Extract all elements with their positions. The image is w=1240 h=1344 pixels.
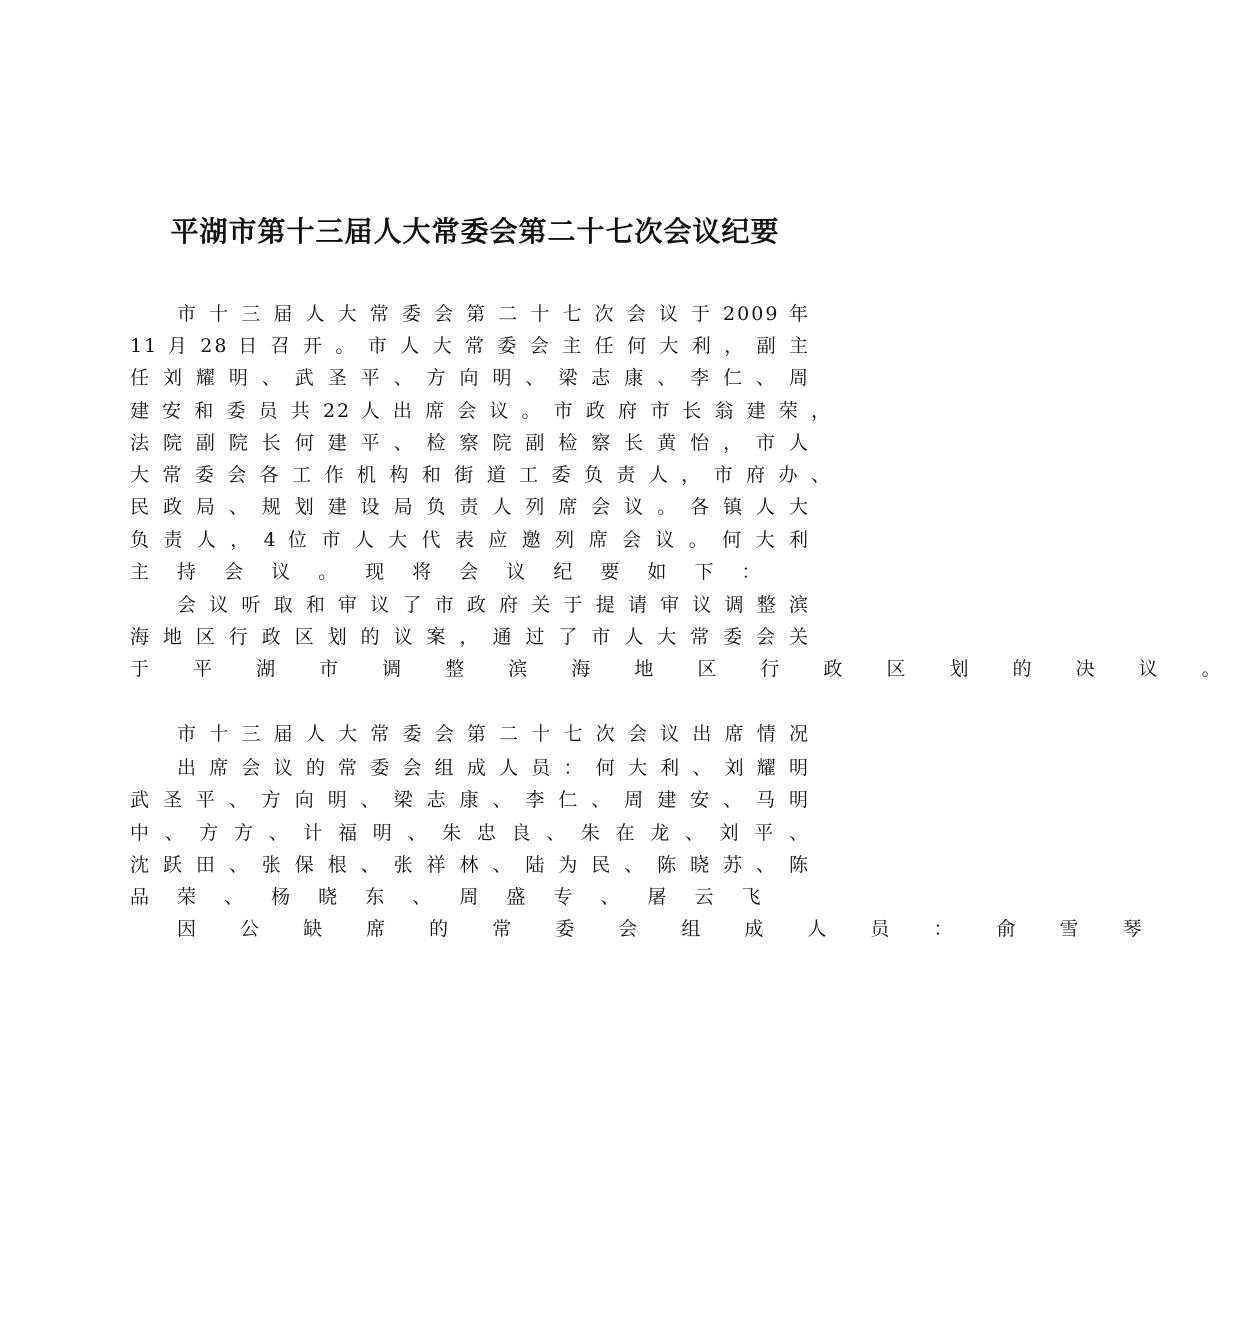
paragraph-1-line-8: 负 责 人 ， 4 位 市 人 大 代 表 应 邀 列 席 会 议 。 何 大 利 xyxy=(130,529,810,551)
paragraph-1-line-2: 11 月 28 日 召 开 。 市 人 大 常 委 会 主 任 何 大 利 ， 副 主 xyxy=(130,335,810,357)
paragraph-2-line-2: 海 地 区 行 政 区 划 的 议 案 ， 通 过 了 市 人 大 常 委 会 关 xyxy=(130,626,810,648)
attendance-heading: 市 十 三 届 人 大 常 委 会 第 二 十 七 次 会 议 出 席 情 况 xyxy=(177,723,810,745)
attendees-line-4: 沈 跃 田 、 张 保 根 、 张 祥 林 、 陆 为 民 、 陈 晓 苏 、 陈 xyxy=(130,854,810,876)
attendees-line-2: 武 圣 平 、 方 向 明 、 梁 志 康 、 李 仁 、 周 建 安 、 马 明 xyxy=(130,789,810,811)
paragraph-1-line-7: 民 政 局 、 规 划 建 设 局 负 责 人 列 席 会 议 。 各 镇 人 大 xyxy=(130,496,810,518)
attendees-line-3: 中 、 方 方 、 计 福 明 、 朱 忠 良 、 朱 在 龙 、 刘 平 、 xyxy=(130,822,810,844)
paragraph-2-line-3: 于 平 湖 市 调 整 滨 海 地 区 行 政 区 划 的 决 议 。 xyxy=(130,658,1240,680)
paragraph-1-line-5: 法 院 副 院 长 何 建 平 、 检 察 院 副 检 察 长 黄 怡 ， 市 人 xyxy=(130,432,810,454)
attendees-line-1: 出 席 会 议 的 常 委 会 组 成 人 员 ： 何 大 利 、 刘 耀 明 xyxy=(177,757,810,779)
paragraph-1-line-1: 市 十 三 届 人 大 常 委 会 第 二 十 七 次 会 议 于 2009 年 xyxy=(177,303,810,325)
paragraph-2-line-1: 会 议 听 取 和 审 议 了 市 政 府 关 于 提 请 审 议 调 整 滨 xyxy=(177,594,810,616)
attendees-line-5: 品 荣 、 杨 晓 东 、 周 盛 专 、 屠 云 飞 xyxy=(130,886,772,908)
absent-members: 因 公 缺 席 的 常 委 会 组 成 人 员 ： 俞 雪 琴 xyxy=(177,918,1161,940)
paragraph-1-line-4: 建 安 和 委 员 共 22 人 出 席 会 议 。 市 政 府 市 长 翁 建 荣 ， xyxy=(130,400,832,422)
document-title: 平湖市第十三届人大常委会第二十七次会议纪要 xyxy=(170,215,780,248)
paragraph-1-line-6: 大 常 委 会 各 工 作 机 构 和 街 道 工 委 负 责 人 ， 市 府 办 、 xyxy=(130,464,832,486)
paragraph-1-line-9: 主 持 会 议 。 现 将 会 议 纪 要 如 下 ： xyxy=(130,561,772,583)
paragraph-1-line-3: 任 刘 耀 明 、 武 圣 平 、 方 向 明 、 梁 志 康 、 李 仁 、 周 xyxy=(130,367,810,389)
